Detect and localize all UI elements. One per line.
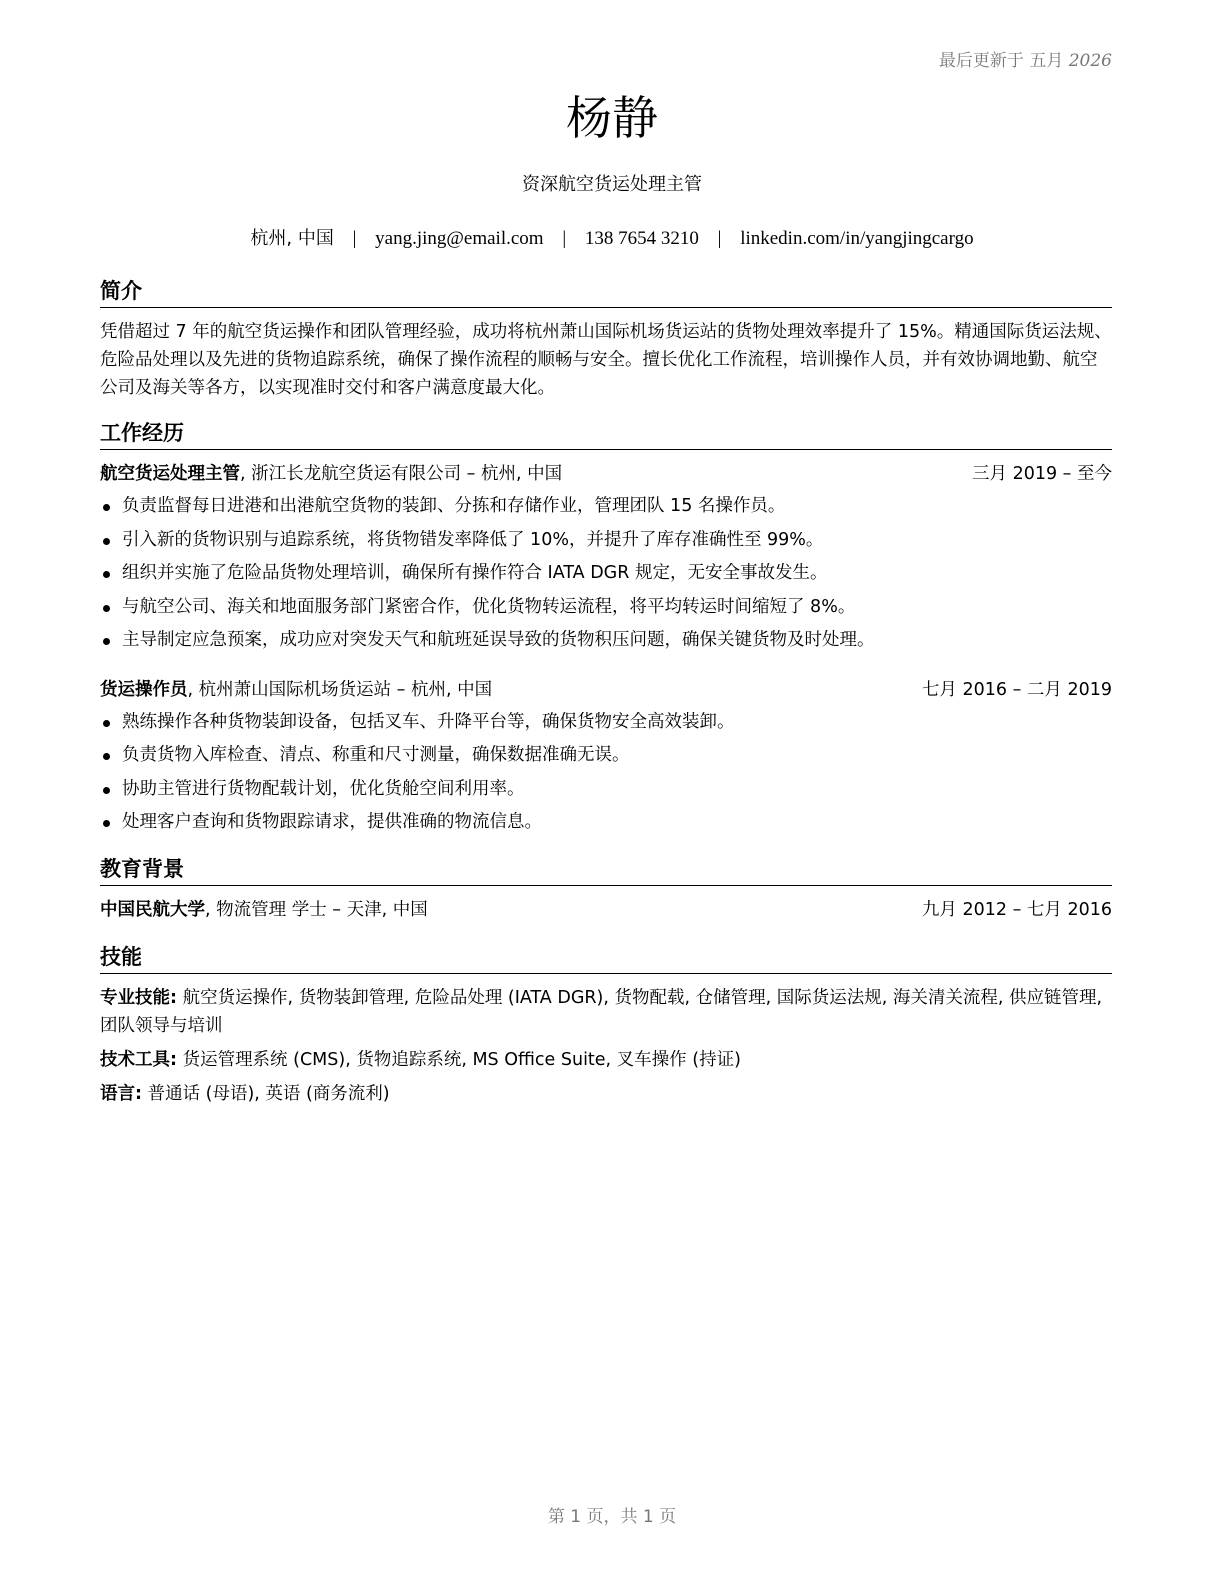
- contact-phone: 138 7654 3210: [584, 228, 699, 249]
- list-item: 熟练操作各种货物装卸设备，包括叉车、升降平台等，确保货物安全高效装卸。: [100, 706, 1112, 740]
- last-updated-label: 最后更新于 五月: [938, 51, 1064, 71]
- summary-text: 凭借超过 7 年的航空货运操作和团队管理经验，成功将杭州萧山国际机场货运站的货物处理效率提升了 15%。精通国际货运法规、危险品处理以及先进的货物追踪系统，确保了操作流程的顺畅与安全。擅长优化工作流程，培训操作人员，并有效协调地勤、航空公司及海关等各方，以实现准时交付和客户满意度最大化。: [100, 322, 1112, 398]
- list-item: 负责监督每日进港和出港航空货物的装卸、分拣和存储作业，管理团队 15 名操作员。: [100, 490, 1112, 524]
- list-item: 组织并实施了危险品货物处理培训，确保所有操作符合 IATA DGR 规定，无安全事故发生。: [100, 557, 1112, 591]
- list-item: 与航空公司、海关和地面服务部门紧密合作，优化货物转运流程，将平均转运时间缩短了 8%。: [100, 591, 1112, 625]
- education-dates: 九月 2012 – 七月 2016: [921, 899, 1112, 920]
- job-header: [100, 676, 1112, 704]
- skill-label: 专业技能:: [100, 987, 177, 1008]
- education-row: [100, 896, 1112, 924]
- candidate-title: 资深航空货运处理主管: [522, 174, 702, 195]
- job-bullets: [100, 490, 1112, 658]
- list-item: 主导制定应急预案，成功应对突发天气和航班延误导致的货物积压问题，确保关键货物及时处理。: [100, 624, 1112, 658]
- contact-line: [0, 224, 1224, 250]
- section-title-summary: 简介: [100, 276, 1112, 308]
- candidate-name: 杨静: [566, 91, 658, 145]
- list-item: 引入新的货物识别与追踪系统，将货物错发率降低了 10%，并提升了库存准确性至 99%。: [100, 524, 1112, 558]
- contact-location: 杭州, 中国: [250, 228, 334, 249]
- job-title: 货运操作员: [100, 679, 188, 700]
- skill-value: 普通话 (母语), 英语 (商务流利): [142, 1083, 390, 1104]
- last-updated: [939, 46, 1112, 71]
- job-org: , 杭州萧山国际机场货运站 – 杭州, 中国: [187, 679, 493, 700]
- section-title-skills: 技能: [100, 942, 1112, 974]
- contact-separator: |: [562, 228, 567, 249]
- skill-row: [100, 984, 1112, 1040]
- contact-separator: |: [717, 228, 722, 249]
- contact-linkedin[interactable]: linkedin.com/in/yangjingcargo: [740, 228, 974, 249]
- contact-email[interactable]: yang.jing@email.com: [375, 228, 544, 249]
- job-dates: 七月 2016 – 二月 2019: [921, 679, 1112, 700]
- job-bullets: [100, 706, 1112, 840]
- page-number: 第 1 页，共 1 页: [547, 1507, 677, 1527]
- section-title-education: 教育背景: [100, 854, 1112, 886]
- skill-label: 技术工具:: [100, 1049, 177, 1070]
- degree-detail: , 物流管理 学士 – 天津, 中国: [205, 899, 428, 920]
- skill-value: 货运管理系统 (CMS), 货物追踪系统, MS Office Suite, 叉车操作 (持证): [177, 1049, 741, 1070]
- list-item: 处理客户查询和货物跟踪请求，提供准确的物流信息。: [100, 806, 1112, 840]
- job-header: [100, 460, 1112, 488]
- skill-row: [100, 1046, 1112, 1074]
- job-dates: 三月 2019 – 至今: [972, 464, 1112, 484]
- skill-value: 航空货运操作, 货物装卸管理, 危险品处理 (IATA DGR), 货物配载, 仓储管理, 国际货运法规, 海关清关流程, 供应链管理, 团队领导与培训: [100, 987, 1103, 1036]
- job-org: , 浙江长龙航空货运有限公司 – 杭州, 中国: [240, 464, 563, 484]
- last-updated-year: 2026: [1068, 51, 1112, 71]
- section-title-experience: 工作经历: [100, 418, 1112, 450]
- skill-row: [100, 1080, 1112, 1108]
- contact-separator: |: [352, 228, 357, 249]
- school-name: 中国民航大学: [100, 899, 205, 920]
- list-item: 负责货物入库检查、清点、称重和尺寸测量，确保数据准确无误。: [100, 739, 1112, 773]
- skill-label: 语言:: [100, 1083, 142, 1104]
- list-item: 协助主管进行货物配载计划，优化货舱空间利用率。: [100, 773, 1112, 807]
- resume-body: [100, 276, 1112, 1114]
- job-title: 航空货运处理主管: [100, 464, 240, 484]
